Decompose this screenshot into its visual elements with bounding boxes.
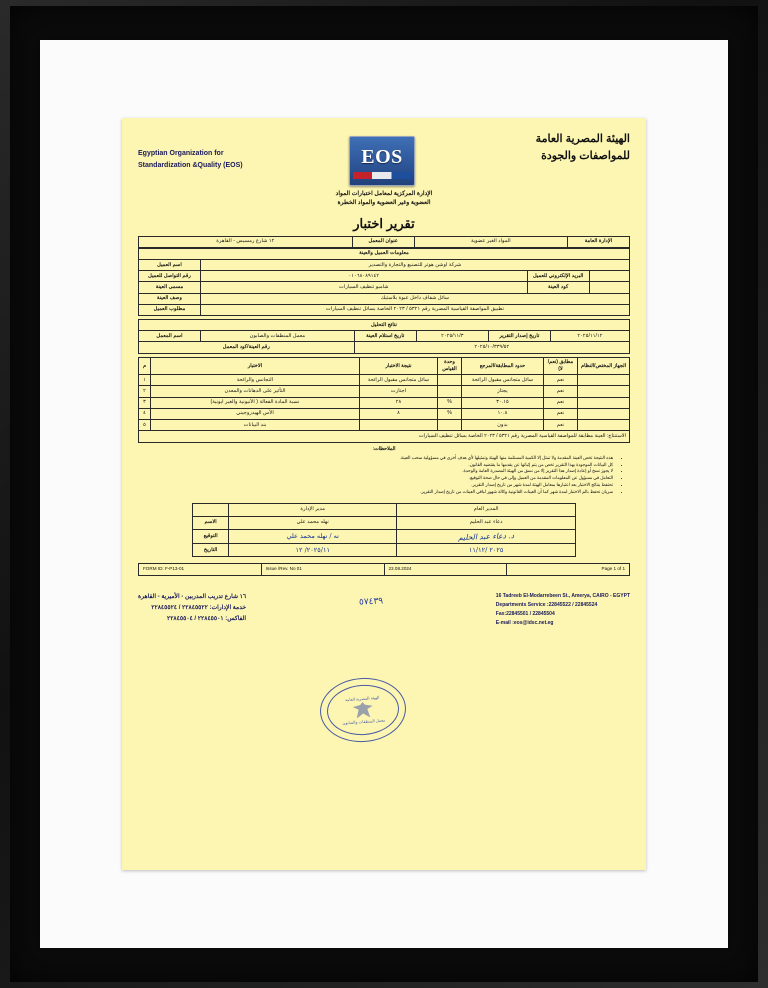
note-item: • التعامل في مسؤول عن المعلومات المقدمة من العميل وإلى في حال صحة التوقيع. <box>138 475 613 482</box>
sample-description-value: سائل شفاف داخل عبوة بلاستيك <box>201 293 630 304</box>
footer-email-en: E-mail :eos@idsc.net.eg <box>495 619 554 626</box>
handwritten-signature-dm: نه / نهله محمد علي <box>286 532 339 541</box>
org-name-english-line1: Egyptian Organization for <box>138 150 224 157</box>
section-band <box>139 319 630 330</box>
serial-number: ٥٧٤٣٩ <box>358 596 384 608</box>
section-band <box>139 248 630 259</box>
logo-stripe <box>353 172 411 179</box>
form-page-number: Page 1 of 1 <box>601 566 625 572</box>
note-item: • كل البيانات الموجودة بهذا التقرير تخص من يتم إثباتها عن يقدمها ما يقتضيه القانون. <box>138 462 613 469</box>
sample-lab-code-label: رقم العينة/كود المعمل <box>139 342 355 353</box>
department-value: المواد الغير عضوية <box>414 236 567 247</box>
table-row <box>139 271 630 282</box>
table-row <box>139 386 630 397</box>
analysis-section-band: نتائج التحليل <box>139 319 630 330</box>
cell-conform: نعم <box>544 386 578 397</box>
eos-logo-text: EOS <box>361 145 403 168</box>
conclusion-text: الاستنتاج: العينة مطابقة للمواصفة القياسية المصرية رقم ٥٣٢١ / ٢٠٢٣ الخاصة بسائل تنظيف السيارات <box>139 431 630 443</box>
analysis-info-table <box>138 319 630 354</box>
col-device: الجهاز المختص/النظام <box>578 357 630 375</box>
receive-date-label: تاريخ استلام العينة <box>354 331 416 342</box>
sample-code-value <box>589 282 629 293</box>
note-item: • لا يجوز نسخ أو إعادة إصدار هذا التقرير إلا من نسق من الهيئة المصدرة العامة والوحدة. <box>138 468 613 475</box>
sample-name-value: شامبو تنظيف السيارات <box>201 282 528 293</box>
lab-name-label: اسم المعمل <box>139 331 201 342</box>
footer-address-ar: ١٦ شارع تدريب المدربين - الأميرية - القاهرة <box>138 593 247 600</box>
document-footer <box>138 592 630 628</box>
lab-name-value: معمل المنظفات والصابون <box>201 331 355 342</box>
official-stamp <box>318 675 408 745</box>
certificate-document <box>122 118 646 870</box>
cell-device <box>578 420 630 431</box>
table-row <box>139 331 630 342</box>
table-row <box>139 342 630 353</box>
table-row <box>139 304 630 315</box>
col-unit: وحدة القياس <box>438 357 462 375</box>
table-header-row <box>139 357 630 375</box>
table-row <box>193 516 576 529</box>
cell-test: بند البيانات <box>151 420 360 431</box>
lab-info-table <box>138 236 630 248</box>
cell-result <box>360 420 438 431</box>
cell-conform: نعم <box>544 375 578 386</box>
org-name-english <box>138 132 308 172</box>
cell-no: ٤ <box>139 408 151 419</box>
customer-email-value <box>589 271 629 282</box>
cell-no: ٣ <box>139 397 151 408</box>
col-test: الاختبار <box>151 357 360 375</box>
signature-name-gm: دعاء عبد الحليم <box>397 516 576 529</box>
eagle-emblem-icon <box>352 701 373 718</box>
handwritten-signature-gm: د. دعاء عبد الحليم <box>457 530 515 542</box>
customer-name-value: شركة اوشن هوتر للتصنيع والتجارة والتصدير <box>201 259 630 270</box>
form-issue-rev: Issue /Rev. No 01 <box>262 564 385 574</box>
cell-limits: سائل متجانس مقبول الرائحة <box>462 375 544 386</box>
signature-corner <box>193 503 229 516</box>
footer-serial <box>359 592 383 608</box>
cell-device <box>578 397 630 408</box>
cell-limits: ٣٠.١٥ <box>462 397 544 408</box>
note-item: • سريان تحفظ بالم الاختبار لمدة شهر كما أن العينات القانونية وكالة شهور لباقي العينات من تاريخ إصدار التقرير. <box>138 489 613 496</box>
footer-departments-ar: خدمة الإدارات: ٢٢٨٤٥٥٢٢ / ٢٢٨٤٥٥٢٤ <box>151 605 247 612</box>
report-date-label: تاريخ إصدار التقرير <box>488 331 550 342</box>
cell-test: الأس الهيدروجيني <box>151 408 360 419</box>
footer-fax-ar: الفاكس: ٢٢٨٤٥٥٠١ / ٢٢٨٤٥٥٠٤ <box>166 616 247 623</box>
customer-section-band: معلومات العميل والعينة <box>139 248 630 259</box>
handwritten-date-dm: ٢٠٢٥/١١/ ١٢ <box>295 545 330 554</box>
cell-result: ٢٨ <box>360 397 438 408</box>
cell-no: ١ <box>139 375 151 386</box>
footer-address-en: 16 Tadreeb El-Modarrebeen St., Amerya, CAIRO - EGYPT <box>495 592 630 599</box>
footer-departments-en: Departments Service :22845522 / 22845524 <box>495 601 598 608</box>
sample-code-label: كود العينة <box>527 282 589 293</box>
cell-unit: % <box>438 397 462 408</box>
cell-device <box>578 386 630 397</box>
page-title: تقرير اختبار <box>353 216 415 231</box>
cell-no: ٥ <box>139 420 151 431</box>
cell-test: التجانس والرائحة <box>151 375 360 386</box>
signature-row-label-date: التاريخ <box>193 544 229 557</box>
signature-name-dm: نهله محمد علي <box>229 516 397 529</box>
form-date: 23.08.2024 <box>385 564 508 574</box>
org-name-english-line2: Standardization &Quality (EOS) <box>138 161 243 169</box>
department-subheader <box>138 190 630 208</box>
table-row <box>193 544 576 557</box>
lab-address-value: ١٢ شارع رمسيس - القاهرة <box>139 236 353 247</box>
stamp-line1: الهيئة المصرية العامة <box>344 694 380 702</box>
signature-date-gm <box>397 544 576 557</box>
cell-test: التأثير على الدهانات والمعدن <box>151 386 360 397</box>
cell-conform: نعم <box>544 420 578 431</box>
notes-heading: الملاحظات: <box>372 447 396 453</box>
sample-name-label: مسمى العينة <box>139 282 201 293</box>
footer-arabic <box>138 592 246 626</box>
col-limits: حدود المطابقة/المرجع <box>462 357 544 375</box>
department-label: الإدارة العامة <box>568 236 630 247</box>
table-row <box>193 529 576 543</box>
signature-col-general-manager: المدير العام <box>397 503 576 516</box>
document-header <box>138 132 630 186</box>
cell-result: سائل متجانس مقبول الرائحة <box>360 375 438 386</box>
customer-request-value: تطبيق المواصفة القياسية المصرية رقم ٥٣٢١ / ٢٠٢٣ الخاصة بسائل تنظيف السيارات <box>201 304 630 315</box>
signature-col-department-manager: مدير الإدارة <box>229 503 397 516</box>
table-row <box>139 397 630 408</box>
table-row <box>139 282 630 293</box>
signature-row-label-signature: التوقيع <box>193 529 229 543</box>
report-date-value: ٢٠٢٥/١١/١٢ <box>550 331 629 342</box>
table-row <box>139 420 630 431</box>
cell-device <box>578 408 630 419</box>
signature-date-dm <box>229 544 397 557</box>
cell-limits: ١٠.٨ <box>462 408 544 419</box>
cell-limits: بدون <box>462 420 544 431</box>
form-footer-bar <box>138 563 630 575</box>
org-name-arabic-line2: للمواصفات والجودة <box>541 149 630 162</box>
receive-date-value: ٢٠٢٥/١١/٣ <box>416 331 488 342</box>
cell-no: ٢ <box>139 386 151 397</box>
cell-limits: يجتاز <box>462 386 544 397</box>
cell-conform: نعم <box>544 397 578 408</box>
table-row <box>139 259 630 270</box>
cell-device <box>578 375 630 386</box>
customer-phone-value: ٠١٠٦٨٠٨٩١٤٢ <box>201 271 528 282</box>
customer-email-label: البريد الإلكتروني للعميل <box>527 271 589 282</box>
sample-description-label: وصف العينة <box>139 293 201 304</box>
handwritten-date-gm: ٢٠٢٥ /١١/١٢ <box>468 545 504 554</box>
col-conform: مطابق (نعم/لا) <box>544 357 578 375</box>
notes-section <box>138 446 630 496</box>
sample-lab-code-value: ٢٠٢٥/١٠/٣٣٩/٥٢ <box>354 342 629 353</box>
footer-fax-en: Fax:22845501 / 22845504 <box>495 610 555 617</box>
form-id: FORM ID: F-P13-01 <box>139 564 262 574</box>
cell-test: نسبة المادة الفعالة ( الأنيونية والغير ايونية) <box>151 397 360 408</box>
col-no: م <box>139 357 151 375</box>
cell-conform: نعم <box>544 408 578 419</box>
signature-row-label-name: الاسم <box>193 516 229 529</box>
eos-logo <box>343 132 415 186</box>
cell-unit: % <box>438 408 462 419</box>
conclusion-row <box>139 431 630 443</box>
table-row <box>139 375 630 386</box>
col-result: نتيجة الاختبار <box>360 357 438 375</box>
signature-mark-dm <box>229 529 397 543</box>
cell-result: اجتازت <box>360 386 438 397</box>
department-subheader-line1: الإدارة المركزية لمعامل اختبارات المواد <box>335 191 433 197</box>
table-header-row <box>193 503 576 516</box>
note-item: • تحتفظ بنتائج الاختبار بعد اعتبارها بمعامل الهيئة لمدة شهر من تاريخ إصدار التقرير. <box>138 482 613 489</box>
test-results-table <box>138 357 630 443</box>
cell-unit <box>438 375 462 386</box>
stamp-line3: معمل المنظفات والصابون <box>342 717 386 726</box>
signature-mark-gm <box>397 529 576 543</box>
note-item: • هذه النتيجة تخص العينة المقدمة ولا تمثل إلا الكمية المستلمة منها الهيئة وتمثيلها لأي هدف أخرى في مسؤولية سحب العينة. <box>138 455 613 462</box>
customer-info-table <box>138 248 630 316</box>
customer-name-label: اسم العميل <box>139 259 201 270</box>
department-subheader-line2: العضوية وغير العضوية والمواد الخطرة <box>337 200 431 206</box>
org-name-arabic-line1: الهيئة المصرية العامة <box>535 133 630 145</box>
cell-unit <box>438 386 462 397</box>
footer-english <box>496 592 630 628</box>
table-row <box>139 408 630 419</box>
cell-unit <box>438 420 462 431</box>
org-name-arabic <box>450 132 630 164</box>
signature-table <box>192 503 576 558</box>
customer-phone-label: رقم التواصل للعميل <box>139 271 201 282</box>
cell-result: ٨ <box>360 408 438 419</box>
table-row <box>139 293 630 304</box>
table-row <box>139 236 630 247</box>
customer-request-label: مطلوب العميل <box>139 304 201 315</box>
lab-address-label: عنوان المعمل <box>352 236 414 247</box>
